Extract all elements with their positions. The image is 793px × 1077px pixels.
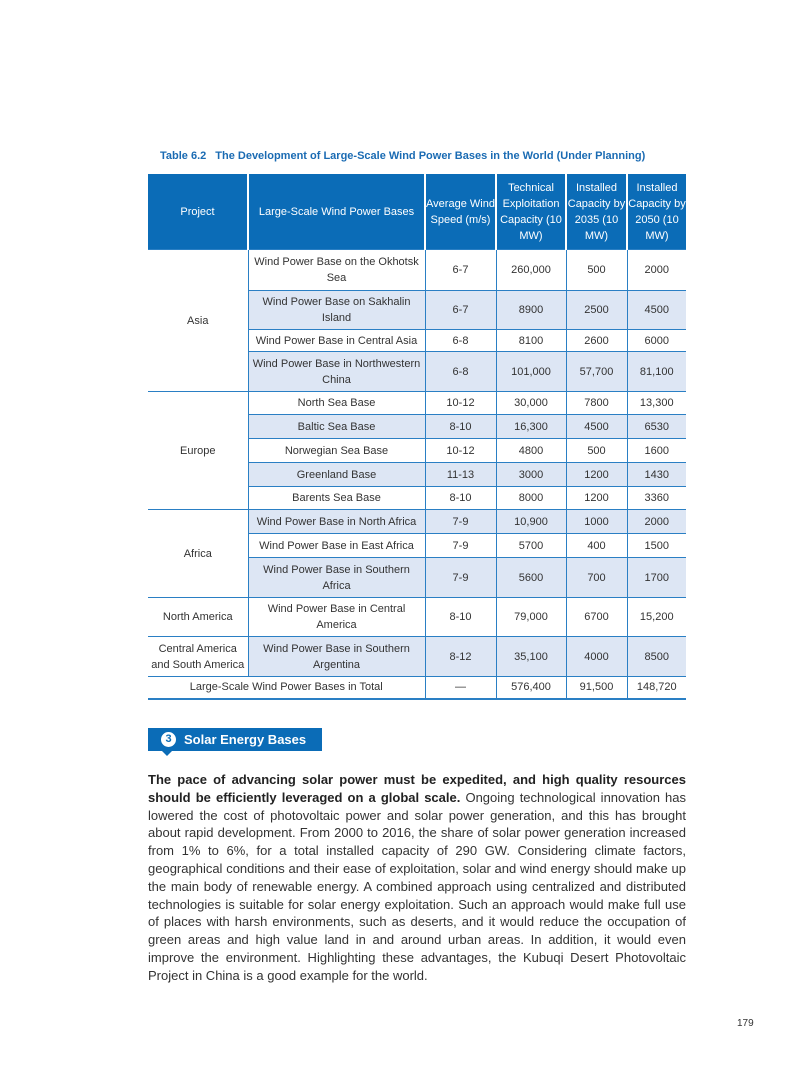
project-cell: Africa bbox=[148, 510, 248, 598]
by2050-cell: 148,720 bbox=[627, 677, 686, 699]
base-cell: Baltic Sea Base bbox=[248, 415, 425, 439]
table-row bbox=[148, 598, 686, 637]
by2035-cell: 4000 bbox=[566, 637, 627, 677]
by2050-cell: 1430 bbox=[627, 463, 686, 487]
speed-cell: 6-7 bbox=[425, 250, 496, 291]
base-cell: Wind Power Base in Southern Africa bbox=[248, 558, 425, 598]
heading-pointer bbox=[162, 751, 172, 756]
technical-cell: 30,000 bbox=[496, 392, 566, 415]
by2035-cell: 4500 bbox=[566, 415, 627, 439]
column-header: Average Wind Speed (m/s) bbox=[425, 174, 496, 250]
section-heading bbox=[148, 728, 322, 751]
base-cell: Wind Power Base on the Okhotsk Sea bbox=[248, 250, 425, 291]
speed-cell: 10-12 bbox=[425, 392, 496, 415]
by2035-cell: 400 bbox=[566, 534, 627, 558]
table-row bbox=[148, 637, 686, 677]
technical-cell: 576,400 bbox=[496, 677, 566, 699]
base-cell: North Sea Base bbox=[248, 392, 425, 415]
table-row bbox=[148, 510, 686, 534]
section-number-badge: 3 bbox=[161, 732, 176, 747]
table-number: Table 6.2 bbox=[160, 150, 207, 162]
base-cell: Barents Sea Base bbox=[248, 487, 425, 510]
by2035-cell: 500 bbox=[566, 439, 627, 463]
speed-cell: 6-8 bbox=[425, 352, 496, 392]
technical-cell: 101,000 bbox=[496, 352, 566, 392]
table-caption bbox=[160, 150, 645, 162]
speed-cell: 7-9 bbox=[425, 510, 496, 534]
total-label: Large-Scale Wind Power Bases in Total bbox=[148, 677, 425, 699]
by2035-cell: 1000 bbox=[566, 510, 627, 534]
by2050-cell: 1500 bbox=[627, 534, 686, 558]
column-header: Installed Capacity by 2035 (10 MW) bbox=[566, 174, 627, 250]
by2035-cell: 6700 bbox=[566, 598, 627, 637]
by2035-cell: 500 bbox=[566, 250, 627, 291]
table-row bbox=[148, 392, 686, 415]
table-header-row bbox=[148, 174, 686, 250]
technical-cell: 10,900 bbox=[496, 510, 566, 534]
technical-cell: 3000 bbox=[496, 463, 566, 487]
speed-cell: 7-9 bbox=[425, 558, 496, 598]
by2035-cell: 1200 bbox=[566, 487, 627, 510]
by2035-cell: 700 bbox=[566, 558, 627, 598]
by2035-cell: 7800 bbox=[566, 392, 627, 415]
by2050-cell: 3360 bbox=[627, 487, 686, 510]
speed-cell: 7-9 bbox=[425, 534, 496, 558]
technical-cell: 16,300 bbox=[496, 415, 566, 439]
speed-cell: 6-8 bbox=[425, 330, 496, 352]
base-cell: Wind Power Base in Northwestern China bbox=[248, 352, 425, 392]
table-title: The Development of Large-Scale Wind Power Bases in the World (Under Planning) bbox=[215, 150, 646, 162]
speed-cell: 8-10 bbox=[425, 415, 496, 439]
base-cell: Greenland Base bbox=[248, 463, 425, 487]
by2050-cell: 81,100 bbox=[627, 352, 686, 392]
paragraph-lead: The pace of advancing solar power must be expedited, and high quality resources should be efficiently leveraged on a global scale. bbox=[148, 772, 686, 805]
technical-cell: 4800 bbox=[496, 439, 566, 463]
table-row bbox=[148, 250, 686, 291]
by2050-cell: 8500 bbox=[627, 637, 686, 677]
column-header: Technical Exploitation Capacity (10 MW) bbox=[496, 174, 566, 250]
wind-power-bases-table bbox=[148, 174, 686, 700]
speed-cell: — bbox=[425, 677, 496, 699]
speed-cell: 8-12 bbox=[425, 637, 496, 677]
by2050-cell: 6530 bbox=[627, 415, 686, 439]
base-cell: Wind Power Base in East Africa bbox=[248, 534, 425, 558]
by2050-cell: 13,300 bbox=[627, 392, 686, 415]
by2035-cell: 2600 bbox=[566, 330, 627, 352]
total-row bbox=[148, 677, 686, 699]
page-number: 179 bbox=[737, 1018, 754, 1029]
technical-cell: 35,100 bbox=[496, 637, 566, 677]
speed-cell: 10-12 bbox=[425, 439, 496, 463]
base-cell: Wind Power Base in Southern Argentina bbox=[248, 637, 425, 677]
technical-cell: 8100 bbox=[496, 330, 566, 352]
by2050-cell: 2000 bbox=[627, 250, 686, 291]
column-header: Large-Scale Wind Power Bases bbox=[248, 174, 425, 250]
project-cell: Europe bbox=[148, 392, 248, 510]
section-title: Solar Energy Bases bbox=[184, 732, 307, 747]
base-cell: Wind Power Base in Central America bbox=[248, 598, 425, 637]
technical-cell: 5600 bbox=[496, 558, 566, 598]
technical-cell: 8900 bbox=[496, 291, 566, 330]
speed-cell: 8-10 bbox=[425, 598, 496, 637]
speed-cell: 11-13 bbox=[425, 463, 496, 487]
project-cell: North America bbox=[148, 598, 248, 637]
technical-cell: 260,000 bbox=[496, 250, 566, 291]
technical-cell: 5700 bbox=[496, 534, 566, 558]
by2050-cell: 4500 bbox=[627, 291, 686, 330]
by2050-cell: 15,200 bbox=[627, 598, 686, 637]
speed-cell: 8-10 bbox=[425, 487, 496, 510]
by2050-cell: 1700 bbox=[627, 558, 686, 598]
project-cell: Asia bbox=[148, 250, 248, 392]
base-cell: Wind Power Base in North Africa bbox=[248, 510, 425, 534]
speed-cell: 6-7 bbox=[425, 291, 496, 330]
project-cell: Central America and South America bbox=[148, 637, 248, 677]
technical-cell: 79,000 bbox=[496, 598, 566, 637]
by2035-cell: 2500 bbox=[566, 291, 627, 330]
base-cell: Norwegian Sea Base bbox=[248, 439, 425, 463]
by2050-cell: 2000 bbox=[627, 510, 686, 534]
column-header: Project bbox=[148, 174, 248, 250]
by2050-cell: 6000 bbox=[627, 330, 686, 352]
by2035-cell: 57,700 bbox=[566, 352, 627, 392]
paragraph-text: Ongoing technological innovation has lowered the cost of photovoltaic power and solar power generation, and this has brought about rapid development. From 2000 to 2016, the share of solar power generation increased from 1% to 6%, for a total installed capacity of 290 GW. Considering climate factors, geographical conditions and their ease of exploitation, solar and wind energy should make up the main body of renewable energy. A combined approach using centralized and distributed technologies is suitable for solar energy exploitation. Such an approach would make full use of places with harsh environments, such as deserts, and it would reduce the occupation of green areas and high value land in and around urban areas. In addition, it would even improve the environment. Highlighting these advantages, the Kubuqi Desert Photovoltaic Project in China is a good example for the world. bbox=[148, 789, 686, 983]
by2035-cell: 91,500 bbox=[566, 677, 627, 699]
base-cell: Wind Power Base on Sakhalin Island bbox=[248, 291, 425, 330]
by2035-cell: 1200 bbox=[566, 463, 627, 487]
body-paragraph bbox=[148, 771, 686, 985]
by2050-cell: 1600 bbox=[627, 439, 686, 463]
column-header: Installed Capacity by 2050 (10 MW) bbox=[627, 174, 686, 250]
technical-cell: 8000 bbox=[496, 487, 566, 510]
base-cell: Wind Power Base in Central Asia bbox=[248, 330, 425, 352]
